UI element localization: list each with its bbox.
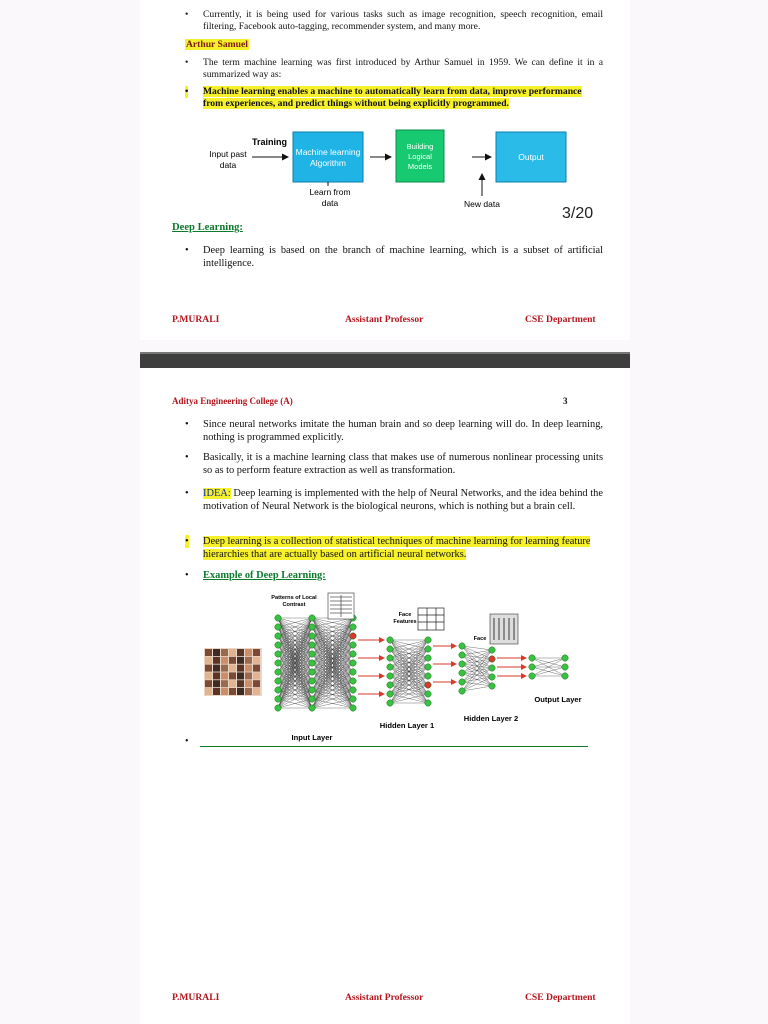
neuron	[309, 633, 315, 639]
green-rule	[200, 746, 588, 747]
neuron	[562, 655, 568, 661]
neuron	[425, 637, 431, 643]
face-tile	[253, 665, 260, 672]
bullet-ml-class: • Basically, it is a machine learning class that makes use of numerous nonlinear processing units so as to perform feature extraction as well as transformation.	[185, 452, 603, 477]
learn-label-2: data	[321, 198, 339, 208]
footer-dept-2: CSE Department	[525, 992, 596, 1003]
face-tile	[205, 680, 212, 687]
network-edge	[462, 668, 492, 691]
page-indicator: 3/20	[562, 205, 594, 222]
build-box-line-2: Logical	[408, 152, 432, 161]
face-tile	[237, 649, 244, 656]
face-tile	[205, 688, 212, 695]
face-features-label-1: Face	[398, 612, 412, 618]
face-tile	[245, 665, 252, 672]
neuron	[387, 664, 393, 670]
neuron	[350, 660, 356, 666]
neuron	[350, 624, 356, 630]
neuron	[459, 643, 465, 649]
neuron	[489, 647, 495, 653]
face-thumbnails	[490, 614, 518, 644]
face-tile	[237, 688, 244, 695]
footer-role-1: Assistant Professor	[345, 314, 424, 325]
face-tile	[221, 657, 228, 664]
neuron	[562, 673, 568, 679]
neuron	[309, 660, 315, 666]
local-contrast-thumbnails	[328, 593, 354, 619]
neuron	[387, 682, 393, 688]
neuron	[275, 615, 281, 621]
neuron	[459, 670, 465, 676]
face-tile	[253, 688, 260, 695]
face-tile	[213, 657, 220, 664]
neuron	[529, 655, 535, 661]
learn-label-1: Learn from	[309, 187, 351, 197]
output-layer-label: Output Layer	[534, 695, 582, 704]
neuron	[309, 678, 315, 684]
neuron	[387, 691, 393, 697]
neuron	[459, 679, 465, 685]
footer-name-1: P.MURALI	[172, 314, 220, 325]
face-tile	[205, 665, 212, 672]
face-features-label-2: Features	[393, 619, 417, 625]
hidden-layer-1-label: Hidden Layer 1	[379, 721, 435, 730]
face-tile	[245, 657, 252, 664]
footer-dept-1: CSE Department	[525, 314, 596, 325]
ml-box-line-2: Algorithm	[310, 158, 346, 168]
neuron	[387, 655, 393, 661]
neuron	[489, 665, 495, 671]
face-tile	[205, 672, 212, 679]
neuron	[387, 700, 393, 706]
face-tile	[221, 672, 228, 679]
bullet-neural-imitate: • Since neural networks imitate the human brain and so deep learning will do. In deep learning, nothing is programmed explicitly.	[185, 419, 603, 444]
face-label: Face	[473, 636, 487, 642]
output-box-label: Output	[518, 152, 544, 162]
input-label-2: data	[219, 160, 237, 170]
neuron	[275, 678, 281, 684]
neuron	[350, 687, 356, 693]
neuron	[425, 664, 431, 670]
face-features-thumbnails	[418, 608, 444, 630]
face-tile	[237, 672, 244, 679]
face-tile	[237, 680, 244, 687]
neuron	[275, 624, 281, 630]
face-tile	[213, 649, 220, 656]
neuron	[275, 696, 281, 702]
neuron	[350, 705, 356, 711]
face-tile	[253, 680, 260, 687]
face-tile	[253, 672, 260, 679]
face-tile	[229, 672, 236, 679]
face-tile	[229, 649, 236, 656]
face-tile	[213, 665, 220, 672]
neuron	[529, 664, 535, 670]
neuron	[275, 669, 281, 675]
neuron	[489, 683, 495, 689]
bullet-ml-definition: • Machine learning enables a machine to automatically learn from data, improve performance from experiences, and predict things without being explicitly programmed.	[185, 86, 582, 109]
neuron	[309, 642, 315, 648]
face-tile	[221, 649, 228, 656]
face-tile	[221, 688, 228, 695]
face-tile	[253, 657, 260, 664]
neuron	[309, 624, 315, 630]
build-box-line-3: Models	[407, 162, 433, 171]
face-tile	[245, 672, 252, 679]
footer-name-2: P.MURALI	[172, 992, 220, 1003]
neuron	[275, 660, 281, 666]
bullet-dot: •	[185, 9, 189, 20]
footer-role-2: Assistant Professor	[345, 992, 424, 1003]
face-tile	[253, 649, 260, 656]
neural-network-diagram	[200, 588, 595, 748]
network-edge	[462, 686, 492, 691]
neuron	[309, 696, 315, 702]
face-tile	[229, 680, 236, 687]
input-label-1: Input past	[209, 149, 247, 159]
bullet-current-uses: • Currently, it is being used for various tasks such as image recognition, speech recognition, email filtering, Facebook auto-tagging, recommender system, and many more.	[185, 9, 603, 32]
neuron	[309, 687, 315, 693]
page-number: 3	[563, 396, 568, 406]
page-separator	[140, 352, 630, 368]
face-tile	[245, 649, 252, 656]
neuron	[350, 642, 356, 648]
ml-flow-diagram	[200, 125, 580, 215]
face-tile	[213, 688, 220, 695]
input-faces-image	[204, 648, 262, 696]
neuron	[425, 646, 431, 652]
neuron	[275, 705, 281, 711]
neuron	[425, 655, 431, 661]
neuron	[562, 664, 568, 670]
college-header: Aditya Engineering College (A)	[172, 396, 293, 406]
neuron	[425, 673, 431, 679]
neuron	[275, 642, 281, 648]
network-edge	[462, 650, 492, 691]
face-tile	[245, 688, 252, 695]
idea-label: IDEA:	[203, 488, 231, 499]
neuron	[387, 646, 393, 652]
bullet-dl-collection: • Deep learning is a collection of statistical techniques of machine learning for learning feature hierarchies that are actually based on artificial neural networks.	[185, 536, 591, 561]
neuron	[350, 678, 356, 684]
bullet-deep-learning-definition: • Deep learning is based on the branch of machine learning, which is a subset of artificial intelligence.	[185, 245, 603, 270]
neuron	[459, 688, 465, 694]
face-tile	[229, 657, 236, 664]
face-tile	[213, 680, 220, 687]
patterns-label-2: Contrast	[282, 602, 306, 608]
ml-algorithm-box	[293, 132, 363, 182]
face-tile	[237, 665, 244, 672]
neuron	[425, 691, 431, 697]
face-tile	[245, 680, 252, 687]
face-tile	[221, 665, 228, 672]
network-edge	[462, 650, 492, 673]
neuron	[275, 651, 281, 657]
training-label: Training	[252, 137, 288, 147]
neuron	[350, 696, 356, 702]
neuron	[425, 700, 431, 706]
neuron	[387, 637, 393, 643]
empty-bullet: •	[185, 736, 189, 747]
neuron	[459, 661, 465, 667]
bullet-idea: • IDEA: Deep learning is implemented with the help of Neural Networks, and the idea behind the motivation of Neural Network is the biological neurons, which is nothing but a brain cell.	[185, 488, 603, 513]
neuron	[275, 633, 281, 639]
neuron	[275, 687, 281, 693]
bullet-arthur-samuel: • The term machine learning was first introduced by Arthur Samuel in 1959. We can define it in a summarized way as:	[185, 57, 603, 80]
neuron	[425, 682, 431, 688]
heading-deep-learning: Deep Learning:	[172, 222, 243, 233]
new-data-label: New data	[464, 199, 500, 209]
face-tile	[205, 657, 212, 664]
neuron	[309, 705, 315, 711]
neuron	[350, 651, 356, 657]
face-tile	[205, 649, 212, 656]
face-tile	[229, 665, 236, 672]
face-tile	[221, 680, 228, 687]
input-layer-label: Input Layer	[291, 733, 333, 742]
hidden-layer-2-label: Hidden Layer 2	[463, 714, 519, 723]
neuron	[489, 674, 495, 680]
ml-box-line-1: Machine learning	[295, 147, 361, 157]
bullet-example: • Example of Deep Learning:	[185, 570, 326, 581]
neuron	[529, 673, 535, 679]
neuron	[309, 669, 315, 675]
neuron	[309, 651, 315, 657]
face-tile	[237, 657, 244, 664]
build-box-line-1: Building	[406, 142, 434, 151]
heading-arthur-samuel: Arthur Samuel	[186, 39, 248, 50]
neuron	[459, 652, 465, 658]
network-connections	[278, 618, 565, 708]
neuron	[350, 633, 356, 639]
neuron	[387, 673, 393, 679]
neuron	[489, 656, 495, 662]
patterns-label-1: Patterns of Local	[271, 595, 317, 601]
face-tile	[229, 688, 236, 695]
face-tile	[213, 672, 220, 679]
neuron	[350, 669, 356, 675]
neuron	[309, 615, 315, 621]
